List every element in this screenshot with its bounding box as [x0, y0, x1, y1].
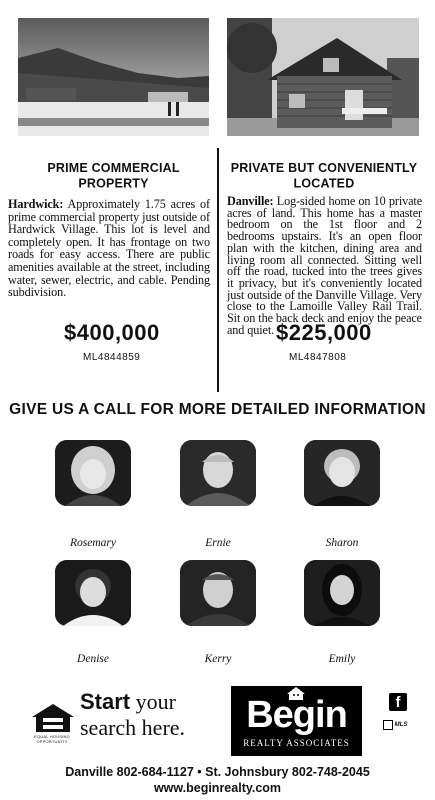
slogan-line1 [80, 690, 176, 714]
listing-1-ml-number: ML4844859 [83, 352, 141, 363]
begin-realty-logo [231, 686, 362, 756]
listing-1-description [8, 198, 210, 299]
mls-icon [383, 720, 415, 732]
slogan-your: your [135, 689, 176, 714]
slogan-start: Start [80, 689, 131, 714]
slogan-line2: search here. [80, 715, 186, 740]
contact-phones: Danville 802-684-1127 • St. Johnsbury 802-748-2045 [65, 765, 370, 779]
agent-photo-kerry [180, 560, 256, 626]
listing-2-ml-number: ML4847808 [289, 352, 347, 363]
agent-name-sharon: Sharon [325, 537, 359, 549]
agent-photo-rosemary [55, 440, 131, 506]
agent-name-denise: Denise [77, 653, 109, 665]
facebook-icon[interactable]: f [389, 693, 407, 711]
agent-photo-ernie [180, 440, 256, 506]
listing-1-location: Hardwick: [8, 197, 64, 211]
listing-2-location: Danville: [227, 194, 274, 208]
equal-housing-text: EQUAL HOUSING OPPORTUNITY [34, 734, 70, 744]
agent-photo-denise [55, 560, 131, 626]
commercial-property-photo [18, 18, 209, 136]
listing-2-description-text: Log-sided home on 10 private acres of land. This home has a master bedroom on the 1st floor and 2 bedrooms upstairs. It's an open floor plan with the kitchen, dining area and living room all connected. Sitting well off the road, tucked into the trees gives it privacy, but it's conveniently located just outside of the Danville Village. Very close to the Lamoille Valley Rail Trail. Sit on the back deck and enjoy the peace and quiet. [227, 194, 423, 337]
equal-housing-icon [30, 703, 76, 733]
agent-photo-sharon [304, 440, 380, 506]
listing-1-description-text: Approximately 1.75 acres of prime commercial property just outside of Hardwick Village. This lot is level and completely open. It has frontage on two roads for easy access. There are public amenities available at the street, including water, sewer, electric, and cable. Pending subdivision. [8, 197, 210, 300]
logo-word: Begin [246, 694, 347, 736]
column-divider [217, 148, 219, 392]
listing-2-heading [224, 160, 424, 192]
mls-label: MLS [394, 722, 408, 728]
agent-name-rosemary: Rosemary [70, 537, 116, 549]
listing-1-heading [18, 160, 209, 192]
listing-1-heading-line2: PROPERTY [78, 176, 149, 191]
listing-1-heading-line1: PRIME COMMERCIAL [47, 160, 180, 175]
agent-name-emily: Emily [328, 653, 356, 665]
agent-name-ernie: Ernie [205, 537, 231, 549]
listing-2-heading-line2: LOCATED [293, 176, 355, 191]
agent-name-kerry: Kerry [204, 653, 232, 665]
log-home-photo [227, 18, 419, 136]
listing-2-heading-line1: PRIVATE BUT CONVENIENTLY [230, 160, 418, 175]
agent-photo-emily [304, 560, 380, 626]
logo-sub: REALTY ASSOCIATES [243, 738, 350, 748]
listing-1-price: $400,000 [64, 320, 160, 345]
call-banner: GIVE US A CALL FOR MORE DETAILED INFORMATION [9, 401, 426, 418]
website-link[interactable]: www.beginrealty.com [153, 781, 282, 795]
listing-2-description [227, 196, 422, 336]
listing-2-price: $225,000 [276, 320, 372, 345]
